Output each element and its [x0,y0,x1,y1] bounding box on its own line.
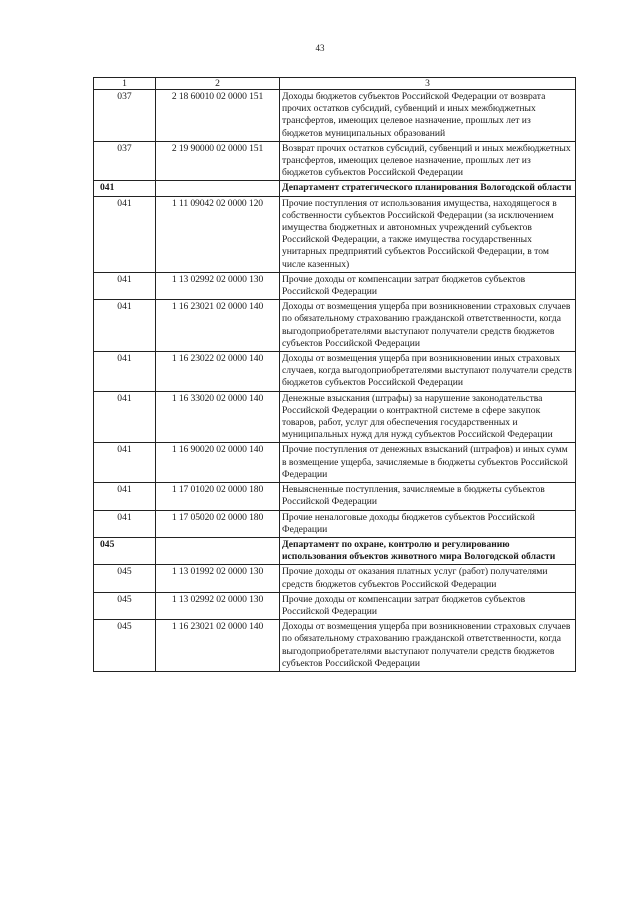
revenue-name-cell: Прочие доходы от компенсации затрат бюджетов субъектов Российской Федерации [280,592,576,619]
table-row [94,141,576,181]
department-header-row [94,181,576,196]
agency-code-cell: 041 [94,443,156,483]
revenue-name-cell: Прочие доходы от оказания платных услуг (работ) получателями средств бюджетов субъектов Российской Федерации [280,565,576,592]
revenue-code-cell: 1 13 02992 02 0000 130 [156,272,280,299]
revenue-name-cell: Денежные взыскания (штрафы) за нарушение законодательства Российской Федерации о контрактной системе в сфере закупок товаров, работ, услуг для обеспечения государственных и муниципальных нужд для нужд субъектов Российской Федерации [280,391,576,443]
table-row [94,272,576,299]
revenue-name-cell: Прочие поступления от использования имущества, находящегося в собственности субъектов Российской Федерации (за исключением имущества бюджетных и автономных учреждений субъектов Российской Федерации, а также имущества государственных унитарных предприятий субъектов Российской Федерации, в том числе казенных) [280,196,576,272]
table-row [94,510,576,537]
table-row [94,483,576,510]
revenue-name-cell: Невыясненные поступления, зачисляемые в бюджеты субъектов Российской Федерации [280,483,576,510]
revenue-name-cell: Доходы от возмещения ущерба при возникновении страховых случаев по обязательному страхованию гражданской ответственности, когда выгодоприобретателями выступают получатели средств бюджетов субъектов Российской Федерации [280,620,576,672]
budget-revenue-table [93,77,576,672]
revenue-code-cell: 1 17 05020 02 0000 180 [156,510,280,537]
table-row [94,90,576,142]
revenue-code-cell: 1 11 09042 02 0000 120 [156,196,280,272]
revenue-code-cell [156,181,280,196]
column-header-3: 3 [280,78,576,90]
agency-code-cell: 041 [94,352,156,392]
table-row [94,592,576,619]
agency-code-cell: 037 [94,141,156,181]
revenue-name-cell: Доходы от возмещения ущерба при возникновении иных страховых случаев, когда выгодоприобретателями выступают получатели средств бюджетов субъектов Российской Федерации [280,352,576,392]
agency-code-cell: 041 [94,196,156,272]
revenue-code-cell: 1 16 23022 02 0000 140 [156,352,280,392]
revenue-code-cell: 1 16 90020 02 0000 140 [156,443,280,483]
revenue-code-cell: 1 13 01992 02 0000 130 [156,565,280,592]
column-header-1: 1 [94,78,156,90]
agency-code-cell: 037 [94,90,156,142]
revenue-code-cell: 2 19 90000 02 0000 151 [156,141,280,181]
agency-code-cell: 041 [94,483,156,510]
agency-code-cell: 045 [94,592,156,619]
table-row [94,300,576,352]
revenue-name-cell: Департамент стратегического планирования Вологодской области [280,181,576,196]
agency-code-cell: 045 [94,620,156,672]
table-row [94,391,576,443]
revenue-name-cell: Доходы бюджетов субъектов Российской Федерации от возврата прочих остатков субсидий, субвенций и иных межбюджетных трансфертов, имеющих целевое назначение, прошлых лет из бюджетов муниципальных образований [280,90,576,142]
revenue-name-cell: Возврат прочих остатков субсидий, субвенций и иных межбюджетных трансфертов, имеющих целевое назначение, прошлых лет из бюджетов субъектов Российской Федерации [280,141,576,181]
revenue-name-cell: Доходы от возмещения ущерба при возникновении страховых случаев по обязательному страхованию гражданской ответственности, когда выгодоприобретателями выступают получатели средств бюджетов субъектов Российской Федерации [280,300,576,352]
agency-code-cell: 041 [94,391,156,443]
agency-code-cell: 041 [94,510,156,537]
revenue-name-cell: Департамент по охране, контролю и регулированию использования объектов животного мира Вологодской области [280,537,576,564]
agency-code-cell: 041 [94,272,156,299]
table-row [94,196,576,272]
revenue-code-cell: 1 16 33020 02 0000 140 [156,391,280,443]
table-row [94,443,576,483]
revenue-code-cell: 1 16 23021 02 0000 140 [156,620,280,672]
agency-code-cell: 045 [94,537,156,564]
revenue-code-cell [156,537,280,564]
agency-code-cell: 045 [94,565,156,592]
revenue-name-cell: Прочие неналоговые доходы бюджетов субъектов Российской Федерации [280,510,576,537]
column-header-2: 2 [156,78,280,90]
agency-code-cell: 041 [94,181,156,196]
revenue-code-cell: 1 13 02992 02 0000 130 [156,592,280,619]
revenue-code-cell: 2 18 60010 02 0000 151 [156,90,280,142]
department-header-row [94,537,576,564]
revenue-code-cell: 1 16 23021 02 0000 140 [156,300,280,352]
revenue-name-cell: Прочие поступления от денежных взысканий (штрафов) и иных сумм в возмещение ущерба, зачисляемые в бюджеты субъектов Российской Федерации [280,443,576,483]
revenue-code-cell: 1 17 01020 02 0000 180 [156,483,280,510]
table-header-row [94,78,576,90]
table-body [94,90,576,672]
table-row [94,352,576,392]
agency-code-cell: 041 [94,300,156,352]
revenue-name-cell: Прочие доходы от компенсации затрат бюджетов субъектов Российской Федерации [280,272,576,299]
table-row [94,565,576,592]
table-row [94,620,576,672]
page-number: 43 [315,43,325,53]
